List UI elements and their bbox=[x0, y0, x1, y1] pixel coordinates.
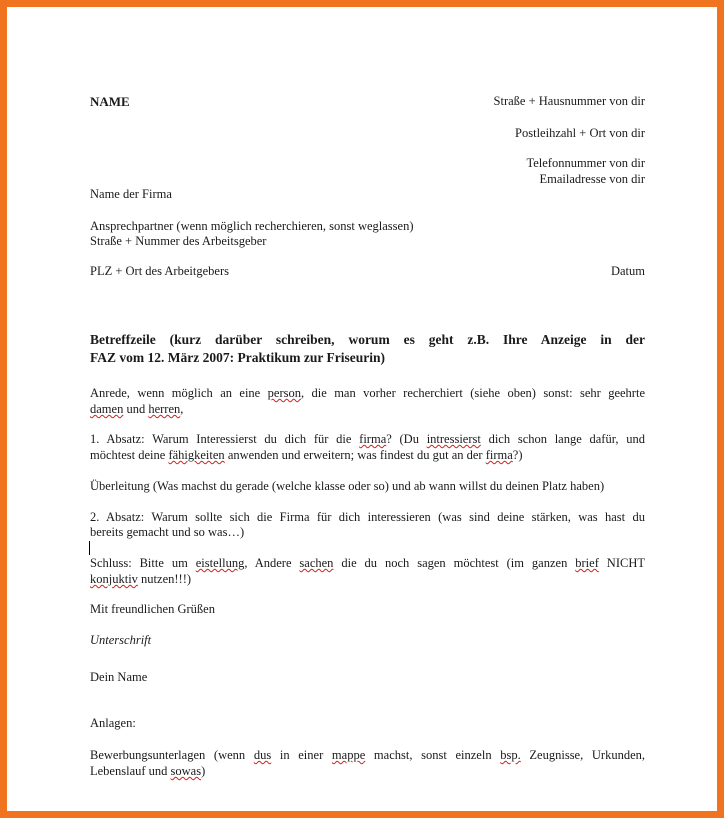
regards-line: Mit freundlichen Grüßen bbox=[90, 602, 215, 616]
text-cursor[interactable] bbox=[89, 541, 90, 555]
para1-line-2 bbox=[90, 448, 645, 464]
para-text: machst, sonst einzeln bbox=[365, 748, 501, 762]
misspelled-word: herren bbox=[148, 402, 181, 416]
greeting-line-1 bbox=[90, 386, 645, 402]
misspelled-word: intressierst bbox=[426, 432, 481, 446]
recipient-city-row bbox=[90, 264, 645, 280]
attachments-line-2 bbox=[90, 764, 645, 780]
para-text: ? (Du bbox=[386, 432, 427, 446]
recipient-contact: Ansprechpartner (wenn möglich recherchieren, sonst weglassen) bbox=[90, 219, 414, 233]
para-text: NICHT bbox=[598, 556, 645, 570]
sender-phone: Telefonnummer von dir bbox=[526, 156, 645, 170]
signature-placeholder: Unterschrift bbox=[90, 633, 152, 647]
para-text: ) bbox=[201, 764, 206, 778]
transition-line: Überleitung (Was machst du gerade (welche klasse oder so) und ab wann willst du deinen Platz haben) bbox=[90, 479, 605, 493]
subject-line-2: FAZ vom 12. März 2007: Praktikum zur Friseurin) bbox=[90, 350, 385, 365]
para-text: möchtest deine bbox=[90, 448, 169, 462]
para-text: Schluss: Bitte um bbox=[90, 556, 196, 570]
para-text: , Andere bbox=[244, 556, 300, 570]
para-text: Bewerbungsunterlagen (wenn bbox=[90, 748, 254, 762]
misspelled-word: damen bbox=[90, 402, 124, 416]
recipient-company: Name der Firma bbox=[90, 187, 172, 201]
para-text: anwenden und erweitern; was findest du gut an der bbox=[224, 448, 486, 462]
greeting-text: Anrede, wenn möglich an eine bbox=[90, 386, 268, 400]
para-text: in einer bbox=[271, 748, 332, 762]
para-text: nutzen!!!) bbox=[137, 572, 192, 586]
para-text: 1. Absatz: Warum Interessierst du dich für die bbox=[90, 432, 360, 446]
para-text: die du noch sagen möchtest (im ganzen bbox=[333, 556, 576, 570]
para2-line-1: 2. Absatz: Warum sollte sich die Firma für dich interessieren (was sind deine stärken, was hast du bbox=[90, 510, 645, 524]
closing-line-2 bbox=[90, 572, 645, 588]
misspelled-word: fähigkeiten bbox=[168, 448, 225, 462]
sender-name: NAME bbox=[90, 94, 130, 109]
greeting-line-2 bbox=[90, 402, 645, 418]
misspelled-word: brief bbox=[575, 556, 599, 570]
subject-line-1: Betreffzeile (kurz darüber schreiben, worum es geht z.B. Ihre Anzeige in der bbox=[90, 332, 645, 347]
header-row bbox=[90, 94, 645, 110]
closing-line-1 bbox=[90, 556, 645, 572]
misspelled-word: sowas bbox=[170, 764, 202, 778]
para1-line-1 bbox=[90, 432, 645, 448]
misspelled-word: sachen bbox=[299, 556, 334, 570]
sender-street: Straße + Hausnummer von dir bbox=[493, 94, 645, 108]
para-text: dich schon lange dafür, und bbox=[480, 432, 645, 446]
sender-postal: Postleihzahl + Ort von dir bbox=[515, 126, 645, 140]
recipient-street: Straße + Nummer des Arbeitsgeber bbox=[90, 234, 267, 248]
attachments-line-1 bbox=[90, 748, 645, 764]
misspelled-word: firma bbox=[485, 448, 513, 462]
sender-email: Emailadresse von dir bbox=[539, 172, 645, 186]
para-text: Lebenslauf und bbox=[90, 764, 171, 778]
misspelled-word: bsp. bbox=[500, 748, 521, 762]
para2-line-2: bereits gemacht und so was…) bbox=[90, 525, 245, 539]
greeting-text: , die man vorher recherchiert (siehe oben) sonst: sehr geehrte bbox=[300, 386, 645, 400]
greeting-text: , bbox=[180, 402, 184, 416]
attachments-label: Anlagen: bbox=[90, 716, 136, 730]
misspelled-word: konjuktiv bbox=[90, 572, 138, 586]
misspelled-word: dus bbox=[253, 748, 272, 762]
misspelled-word: mappe bbox=[331, 748, 366, 762]
signer-name: Dein Name bbox=[90, 670, 148, 684]
misspelled-word: person bbox=[267, 386, 301, 400]
misspelled-word: firma bbox=[359, 432, 387, 446]
recipient-city: PLZ + Ort des Arbeitgebers bbox=[90, 264, 229, 278]
greeting-text: und bbox=[123, 402, 149, 416]
misspelled-word: eistellung bbox=[195, 556, 245, 570]
para-text: ?) bbox=[512, 448, 523, 462]
letter-date: Datum bbox=[610, 264, 645, 278]
para-text: Zeugnisse, Urkunden, bbox=[520, 748, 646, 762]
